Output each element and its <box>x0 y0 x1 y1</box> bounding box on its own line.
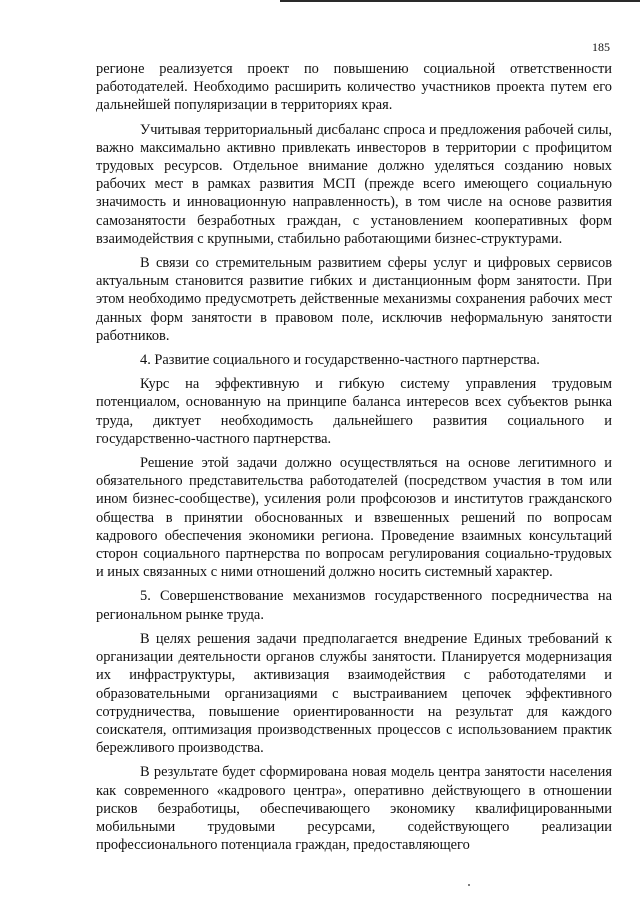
paragraph-5: Решение этой задачи должно осуществляться на основе легитимного и обязательного представительства работодателей (посредством участия в том или ином бизнес-сообществе), усиления роли профсоюзов и институтов гражданского общества в принятии обоснованных и взвешенных решений по вопросам кадрового обеспечения экономики региона. Проведение взаимных консультаций сторон социального партнерства по вопросам регулирования социально-трудовых и иных связанных с ними отношений должно носить системный характер. <box>96 455 612 581</box>
section-heading-4: 4. Развитие социального и государственно-частного партнерства. <box>140 352 540 369</box>
paragraph-6: В целях решения задачи предполагается внедрение Единых требований к организации деятельности органов службы занятости. Планируется модернизация их инфраструктуры, активизация взаимодействия с работодателями и образовательными организациями с выстраиванием цепочек эффективного сотрудничества, повышение ориентированности на результат для каждого соискателя, оптимизация производственных процессов с использованием практик бережливого производства. <box>96 630 612 757</box>
scan-speck <box>468 884 470 886</box>
paragraph-3: В связи со стремительным развитием сферы услуг и цифровых сервисов актуальным становится развитие гибких и дистанционным форм занятости. При этом необходимо предусмотреть действенные механизмы сохранения рабочих мест данных форм занятости в правовом поле, исключив неформальную занятости работников. <box>96 255 612 344</box>
section-heading-5: 5. Совершенствование механизмов государственного посредничества на региональном рынке труда. <box>96 588 612 623</box>
scan-edge <box>280 0 640 2</box>
paragraph-7: В результате будет сформирована новая модель центра занятости населения как современного «кадрового центра», оперативно действующего в отношении рисков безработицы, обеспечивающего экономику квалифицированными мобильными трудовыми ресурсами, содействующего реализации профессионального потенциала граждан, предоставляющего <box>96 764 612 854</box>
page-number: 185 <box>592 40 610 54</box>
paragraph-1: регионе реализуется проект по повышению социальной ответственности работодателей. Необходимо расширить количество участников проекта путем его дальнейшей популяризации в территориях края. <box>96 61 612 114</box>
paragraph-2: Учитывая территориальный дисбаланс спроса и предложения рабочей силы, важно максимально активно привлекать инвесторов в территории с профицитом трудовых ресурсов. Отдельное внимание должно уделяться созданию новых рабочих мест в рамках развития МСП (прежде всего имеющего социальную значимость и инновационную направленность), в том числе на основе развития самозанятости безработных граждан, с установлением кооперативных форм взаимодействия с крупными, стабильно работающими бизнес-структурами. <box>96 121 612 247</box>
paragraph-4: Курс на эффективную и гибкую систему управления трудовым потенциалом, основанную на принципе баланса интересов всех субъектов рынка труда, диктует необходимость дальнейшего развития социального и государственно-частного партнерства. <box>96 376 612 447</box>
document-body <box>96 60 612 854</box>
